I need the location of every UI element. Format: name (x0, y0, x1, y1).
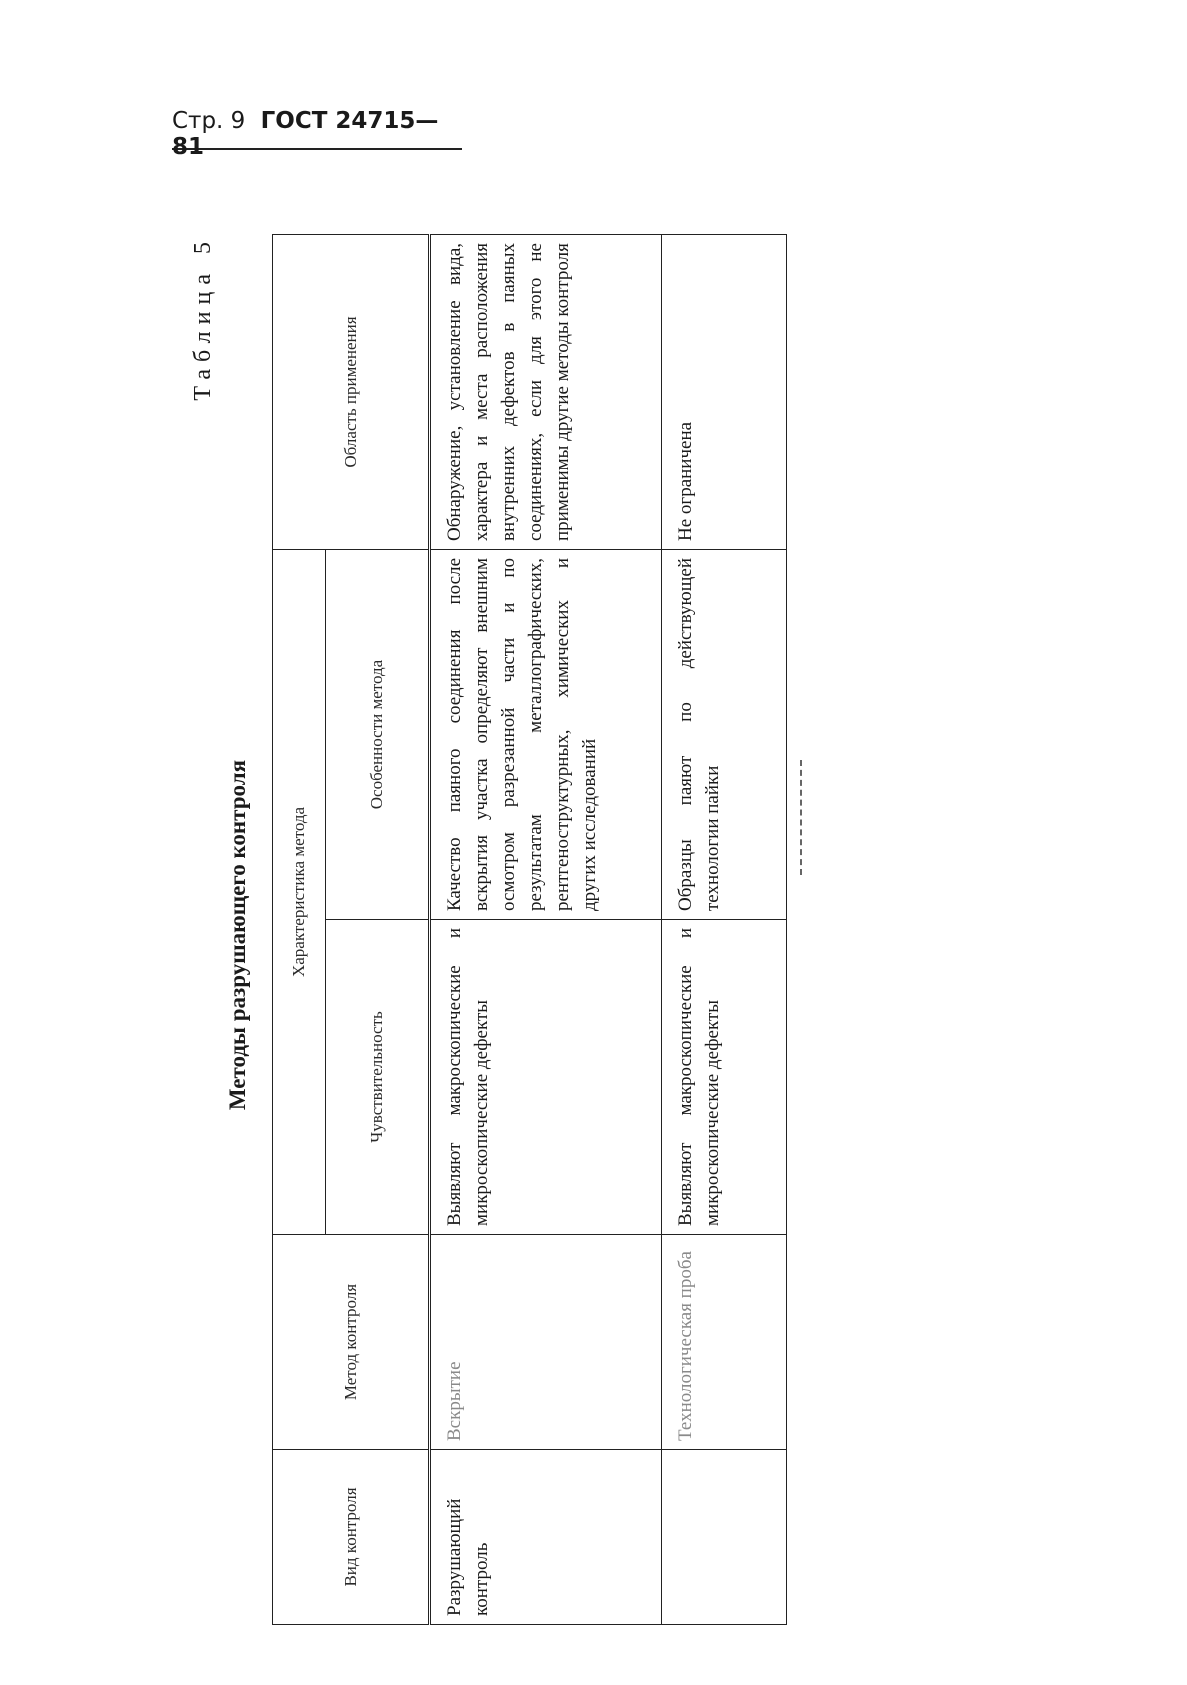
col-kind: Вид контроля (273, 1450, 430, 1625)
col-application: Область применения (273, 235, 430, 550)
cell-features: Образцы паяют по действующей технологии пайки (662, 550, 787, 920)
cell-features: Качество паяного соединения после вскрытия участка определяют внешним осмотром разрезанной части и по результатам металлографических, рентгеноструктурных, химических и других исследований (430, 550, 662, 920)
page-header (172, 108, 462, 160)
table-row (662, 235, 787, 1625)
cell-kind (662, 1450, 787, 1625)
col-characteristic-group: Характеристика метода (273, 550, 326, 1235)
scan-mark (800, 760, 806, 875)
cell-kind: Разрушающий контроль (430, 1450, 662, 1625)
col-sensitivity: Чувствительность (326, 920, 430, 1235)
cell-sensitivity: Выявляют макроскопические и микроскопические дефекты (430, 920, 662, 1235)
cell-application: Не ограничена (662, 235, 787, 550)
cell-sensitivity: Выявляют макроскопические и микроскопические дефекты (662, 920, 787, 1235)
cell-method: Технологическая проба (662, 1235, 787, 1450)
rotated-table-block (190, 185, 1020, 1685)
table-row (430, 235, 662, 1625)
col-features: Особенности метода (326, 550, 430, 920)
table-caption: Таблица 5 (190, 235, 216, 401)
cell-method: Вскрытие (430, 1235, 662, 1450)
cell-application: Обнаружение, установление вида, характера и места расположения внутренних дефектов в паяных соединениях, если для этого не применимы другие методы контроля (430, 235, 662, 550)
methods-table (272, 234, 787, 1625)
col-method: Метод контроля (273, 1235, 430, 1450)
table-title: Методы разрушающего контроля (225, 759, 250, 1111)
page-number: Стр. 9 (172, 108, 246, 134)
standard-designation: ГОСТ 24715—81 (172, 108, 439, 160)
